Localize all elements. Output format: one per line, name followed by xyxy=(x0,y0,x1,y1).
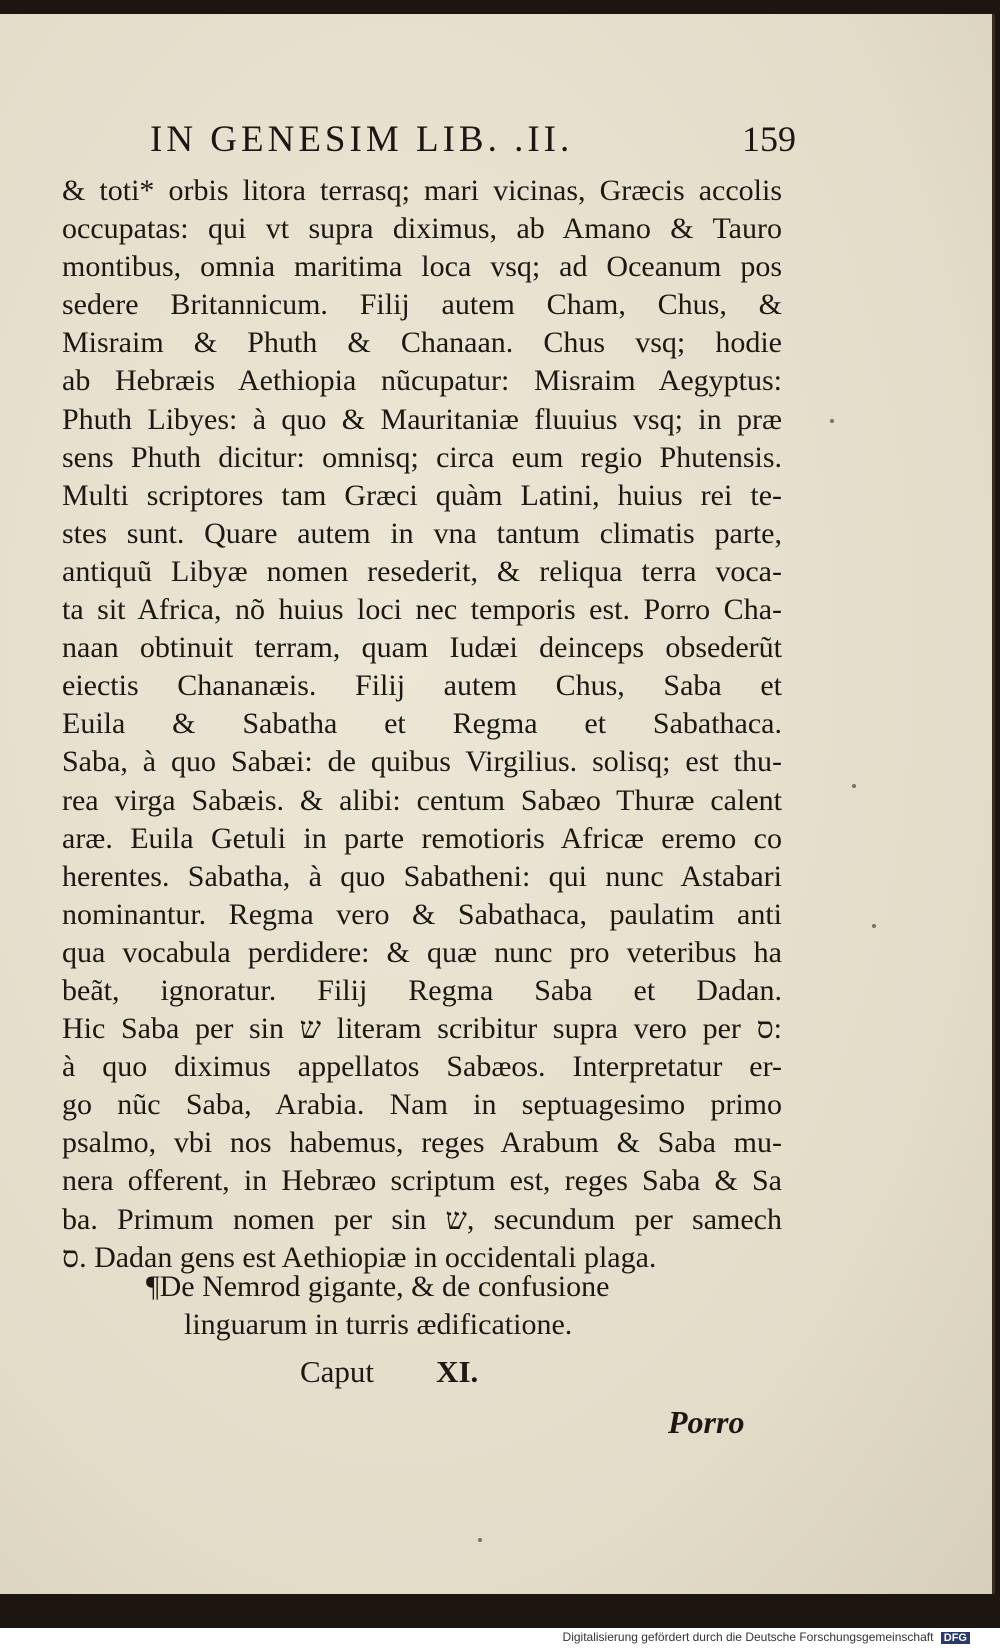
chapter-heading xyxy=(146,1268,706,1344)
paper-speck xyxy=(872,924,876,928)
text-line: ס. Dadan gens est Aethiopiæ in occidentali plaga. xyxy=(62,1240,657,1274)
text-line: ta sit Africa, nõ huius loci nec temporis est. Porro Cha- xyxy=(62,593,782,627)
text-line: & toti* orbis litora terrasq; mari vicinas, Græcis accolis xyxy=(62,174,782,207)
text-line: sedere Britannicum. Filij autem Cham, Chus, & xyxy=(62,288,782,322)
text-line: beãt, ignoratur. Filij Regma Saba et Dadan. xyxy=(62,973,782,1007)
running-header xyxy=(150,112,800,164)
text-line: montibus, omnia maritima loca vsq; ad Oceanum pos xyxy=(62,250,782,284)
text-line: qua vocabula perdidere: & quæ nunc pro veteribus ha xyxy=(62,935,782,969)
paper-speck xyxy=(830,419,834,423)
text-line: à quo diximus appellatos Sabæos. Interpretatur er- xyxy=(62,1050,782,1084)
text-line: stes sunt. Quare autem in vna tantum climatis parte, xyxy=(62,516,782,550)
text-line: eiectis Chananæis. Filij autem Chus, Saba et xyxy=(62,669,782,703)
text-line: Misraim & Phuth & Chanaan. Chus vsq; hodie xyxy=(62,326,782,360)
catchword: Porro xyxy=(668,1404,745,1440)
text-line: Hic Saba per sin ש literam scribitur supra vero per ס: xyxy=(62,1012,782,1046)
digitization-credit xyxy=(563,1630,970,1644)
text-line: Euila & Sabatha et Regma et Sabathaca. xyxy=(62,707,782,741)
text-line: Multi scriptores tam Græci quàm Latini, huius rei te- xyxy=(62,478,782,512)
capitulum-number: XI. xyxy=(436,1354,479,1389)
folio-number: 159 xyxy=(742,119,796,159)
text-line: Phuth Libyes: à quo & Mauritaniæ fluuius vsq; in præ xyxy=(62,402,782,436)
body-text xyxy=(62,172,782,1277)
text-line: ba. Primum nomen per sin ש, secundum per samech xyxy=(62,1202,782,1236)
chapter-heading-line: linguarum in turris ædificatione. xyxy=(184,1308,573,1342)
header-title: IN GENESIM LIB. .II. xyxy=(150,119,574,160)
chapter-heading-line: ¶De Nemrod gigante, & de confusione xyxy=(146,1270,610,1303)
text-line: nera offerent, in Hebræo scriptum est, reges Saba & Sa xyxy=(62,1164,782,1198)
text-line: aræ. Euila Getuli in parte remotioris Africæ eremo co xyxy=(62,821,782,855)
text-line: ab Hebræis Aethiopia nũcupatur: Misraim Aegyptus: xyxy=(62,364,782,398)
dfg-logo: DFG xyxy=(941,1632,970,1644)
paper-speck xyxy=(852,784,856,788)
text-line: go nũc Saba, Arabia. Nam in septuagesimo primo xyxy=(62,1088,782,1122)
text-line: Saba, à quo Sabæi: de quibus Virgilius. solisq; est thu- xyxy=(62,745,782,779)
text-line: psalmo, vbi nos habemus, reges Arabum & Saba mu- xyxy=(62,1126,782,1160)
credit-text: Digitalisierung gefördert durch die Deutsche Forschungsgemeinschaft xyxy=(562,1630,934,1644)
paper-speck xyxy=(478,1538,482,1542)
text-line: occupatas: qui vt supra diximus, ab Amano & Tauro xyxy=(62,212,782,246)
text-line: nominantur. Regma vero & Sabathaca, paulatim anti xyxy=(62,897,782,931)
chapter-label xyxy=(300,1354,478,1390)
text-line: herentes. Sabatha, à quo Sabatheni: qui nunc Astabari xyxy=(62,859,782,893)
capitulum-label: Caput xyxy=(300,1354,375,1389)
text-line: rea virga Sabæis. & alibi: centum Sabæo Thuræ calent xyxy=(62,783,782,817)
text-line: sens Phuth dicitur: omnisq; circa eum regio Phutensis. xyxy=(62,440,782,474)
text-line: antiquũ Libyæ nomen resederit, & reliqua terra voca- xyxy=(62,554,782,588)
book-page xyxy=(0,14,995,1594)
text-line: naan obtinuit terram, quam Iudæi deinceps obsederũt xyxy=(62,631,782,665)
